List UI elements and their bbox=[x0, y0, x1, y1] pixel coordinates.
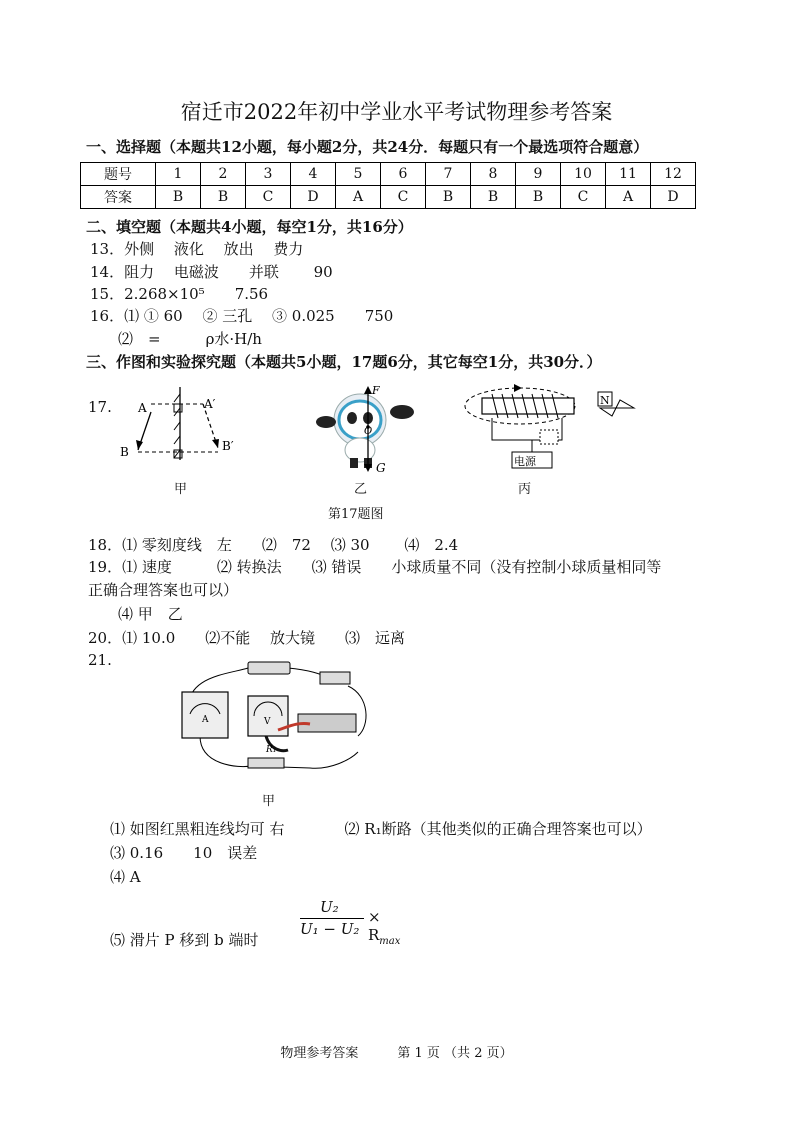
answer-q13: 13．外侧 液化 放出 费力 bbox=[90, 240, 304, 258]
table-cell: A bbox=[336, 186, 381, 209]
figure-17-electromagnet-diagram bbox=[462, 380, 642, 472]
formula-denominator: U₁ − U₂ bbox=[300, 920, 360, 938]
label-A: A bbox=[138, 401, 147, 415]
table-cell: 5 bbox=[336, 163, 381, 186]
table-cell: 3 bbox=[246, 163, 291, 186]
table-cell: B bbox=[201, 186, 246, 209]
table-cell: 7 bbox=[426, 163, 471, 186]
table-cell: 9 bbox=[516, 163, 561, 186]
formula-sub: max bbox=[379, 936, 401, 947]
table-header-number: 题号 bbox=[81, 163, 156, 186]
formula-ratio bbox=[300, 898, 412, 947]
answer-q18: 18．⑴ 零刻度线 左 ⑵ 72 ⑶ 30 ⑷ 2.4 bbox=[88, 536, 459, 554]
table-cell: B bbox=[516, 186, 561, 209]
table-cell: 8 bbox=[471, 163, 516, 186]
switch-icon bbox=[320, 672, 350, 684]
table-cell: D bbox=[291, 186, 336, 209]
table-cell: C bbox=[561, 186, 606, 209]
table-cell: 6 bbox=[381, 163, 426, 186]
table-cell: C bbox=[381, 186, 426, 209]
answer-q21-part3: ⑶ 0.16 10 误差 bbox=[110, 844, 258, 862]
label-R1: R₁ bbox=[266, 745, 277, 755]
answer-q14: 14．阻力 电磁波 并联 90 bbox=[90, 263, 333, 281]
label-A-prime: A′ bbox=[204, 397, 216, 411]
table-row-answers bbox=[81, 186, 696, 209]
label-N: N bbox=[600, 394, 610, 407]
figure-17-mascot-diagram bbox=[312, 382, 422, 477]
table-cell: 12 bbox=[651, 163, 696, 186]
label-B: B bbox=[120, 445, 129, 459]
label-B-prime: B′ bbox=[222, 439, 234, 453]
battery-icon bbox=[248, 662, 290, 674]
table-cell: 2 bbox=[201, 163, 246, 186]
label-G: G bbox=[376, 461, 386, 475]
table-cell: B bbox=[156, 186, 201, 209]
label-voltmeter: V bbox=[264, 717, 271, 727]
q21-number: 21. bbox=[88, 651, 112, 669]
q17-number: 17. bbox=[88, 398, 112, 416]
page-title: 宿迁市2022年初中学业水平考试物理参考答案 bbox=[180, 100, 613, 124]
fig17-sub-b: 乙 bbox=[354, 482, 368, 497]
answer-q20: 20．⑴ 10.0 ⑵不能 放大镜 ⑶ 远离 bbox=[88, 629, 406, 647]
formula-numerator: U₂ bbox=[320, 898, 339, 916]
answer-q21-part4: ⑷ A bbox=[110, 868, 141, 886]
table-cell: D bbox=[651, 186, 696, 209]
section-1-heading: 一、选择题（本题共12小题，每小题2分，共24分．每题只有一个最选项符合题意） bbox=[86, 138, 649, 156]
page-footer: 物理参考答案 第 1 页 （共 2 页） bbox=[280, 1046, 513, 1061]
table-cell: A bbox=[606, 186, 651, 209]
fig21-sub: 甲 bbox=[262, 794, 276, 809]
table-cell: 11 bbox=[606, 163, 651, 186]
table-cell: 1 bbox=[156, 163, 201, 186]
table-cell: 4 bbox=[291, 163, 336, 186]
formula-tail: × R bbox=[368, 908, 381, 944]
table-header-answer: 答案 bbox=[81, 186, 156, 209]
answer-table bbox=[80, 162, 696, 209]
answer-q19-line2: 正确合理答案也可以） bbox=[88, 581, 239, 599]
fig17-caption: 第17题图 bbox=[328, 507, 384, 522]
answer-q21-part5: ⑸ 滑片 P 移到 b 端时 bbox=[110, 931, 259, 949]
label-F: F bbox=[372, 384, 380, 397]
label-O: O bbox=[364, 426, 373, 437]
label-ammeter: A bbox=[202, 715, 209, 725]
table-cell: 10 bbox=[561, 163, 606, 186]
section-3-heading: 三、作图和实验探究题（本题共5小题，17题6分，其它每空1分，共30分．） bbox=[86, 353, 602, 371]
table-cell: B bbox=[471, 186, 516, 209]
answer-q21-part1-2: ⑴ 如图红黑粗连线均可 右 ⑵ R₁断路（其他类似的正确合理答案也可以） bbox=[110, 820, 652, 838]
answer-q16-part2: ⑵ = ρ水·H/h bbox=[118, 330, 262, 348]
table-row-numbers bbox=[81, 163, 696, 186]
figure-17-mirror-diagram bbox=[118, 382, 248, 492]
fig17-sub-c: 丙 bbox=[518, 482, 532, 497]
label-power: 电源 bbox=[514, 455, 536, 468]
figure-21-circuit-diagram bbox=[170, 656, 380, 784]
answer-q16-part1: 16．⑴ ① 60 ② 三孔 ③ 0.025 750 bbox=[90, 307, 394, 325]
resistor-icon bbox=[248, 758, 284, 768]
fig17-sub-a: 甲 bbox=[174, 482, 188, 497]
answer-q19-line1: 19．⑴ 速度 ⑵ 转换法 ⑶ 错误 小球质量不同（没有控制小球质量相同等 bbox=[88, 558, 662, 576]
section-2-heading: 二、填空题（本题共4小题，每空1分，共16分） bbox=[86, 218, 413, 236]
answer-q15: 15．2.268×10⁵ 7.56 bbox=[90, 285, 269, 303]
table-cell: B bbox=[426, 186, 471, 209]
answer-q19-line3: ⑷ 甲 乙 bbox=[118, 605, 183, 623]
table-cell: C bbox=[246, 186, 291, 209]
